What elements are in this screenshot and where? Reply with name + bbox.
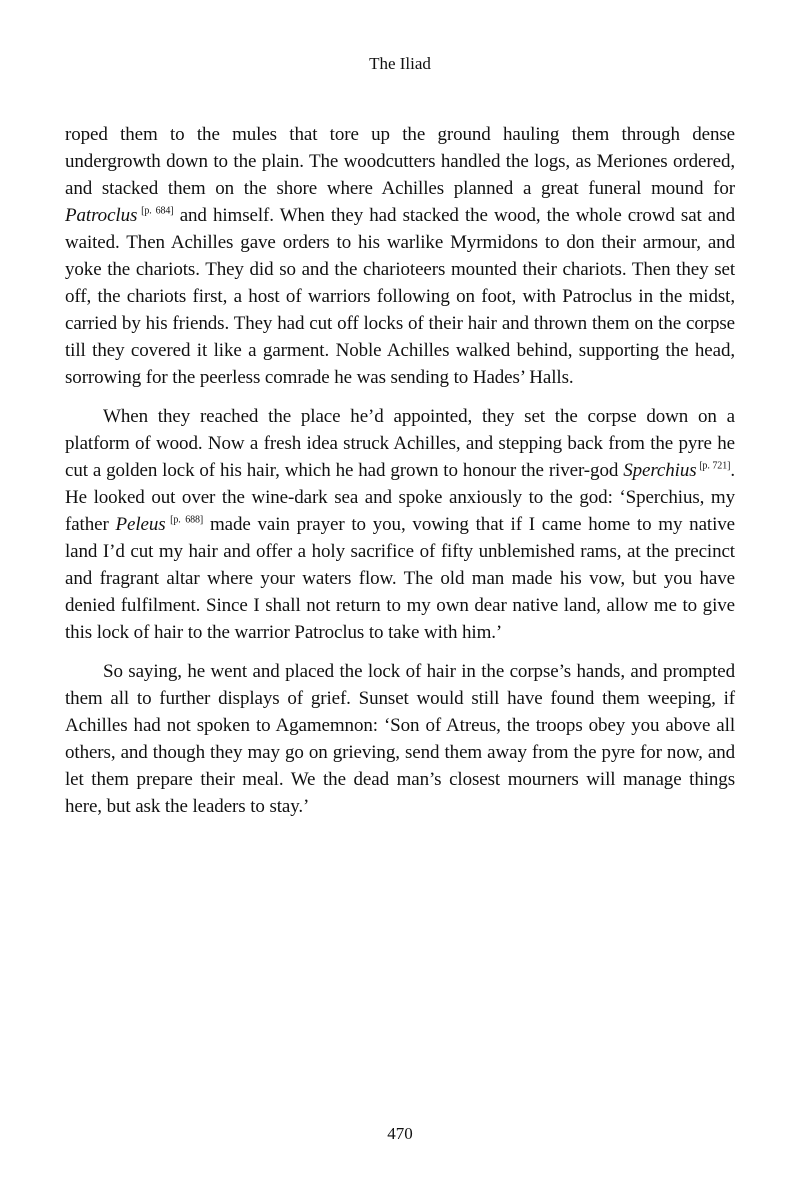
- page-reference-link[interactable]: [p. 688]: [165, 514, 204, 526]
- page-reference-link[interactable]: [p. 684]: [137, 205, 174, 217]
- running-title: The Iliad: [369, 54, 431, 73]
- paragraph-1: [65, 121, 735, 391]
- italic-name-sperchius: Sperchius: [623, 460, 697, 481]
- page-reference-link[interactable]: [p. 721]: [696, 460, 731, 472]
- body-text: [65, 121, 735, 832]
- text-segment: So saying, he went and placed the lock of hair in the corpse’s hands, and prompted them all to further displays of grief. Sunset would still have found them weeping, if Achilles had not spoken to Agamemnon: ‘Son of Atreus, the troops obey you above all others, and though they may go on grieving, send them away from the pyre for now, and let them prepare their meal. We the dead man’s closest mourners will manage things here, but ask the leaders to stay.’: [65, 661, 735, 817]
- text-segment: . He looked out over the wine-dark sea and spoke anxiously to the god: ‘Sperchius, my father: [65, 460, 735, 535]
- italic-name-peleus: Peleus: [115, 514, 166, 535]
- paragraph-3: [65, 658, 735, 820]
- italic-name-patroclus: Patroclus: [65, 205, 138, 226]
- text-segment: roped them to the mules that tore up the ground hauling them through dense undergrowth down to the plain. The woodcutters handled the logs, as Meriones ordered, and stacked them on the shore where Achilles planned a great funeral mound for: [65, 124, 735, 199]
- paragraph-2: [65, 403, 735, 646]
- text-segment: made vain prayer to you, vowing that if I came home to my native land I’d cut my hair and offer a holy sacrifice of fifty unblemished rams, at the precinct and fragrant altar where your waters flow. The old man made his vow, but you have denied fulfilment. Since I shall not return to my own dear native land, allow me to give this lock of hair to the warrior Patroclus to take with him.’: [65, 514, 735, 643]
- text-segment: and himself. When they had stacked the wood, the whole crowd sat and waited. Then Achilles gave orders to his warlike Myrmidons to don their armour, and yoke the chariots. They did so and the charioteers mounted their chariots. Then they set off, the chariots first, a host of warriors following on foot, with Patroclus in the midst, carried by his friends. They had cut off locks of their hair and thrown them on the corpse till they covered it like a garment. Noble Achilles walked behind, supporting the head, sorrowing for the peerless comrade he was sending to Hades’ Halls.: [65, 205, 736, 388]
- text-segment: When they reached the place he’d appointed, they set the corpse down on a platform of wood. Now a fresh idea struck Achilles, and stepping back from the pyre he cut a golden lock of his hair, which he had grown to honour the river-god: [65, 406, 735, 481]
- page-number: 470: [387, 1124, 413, 1143]
